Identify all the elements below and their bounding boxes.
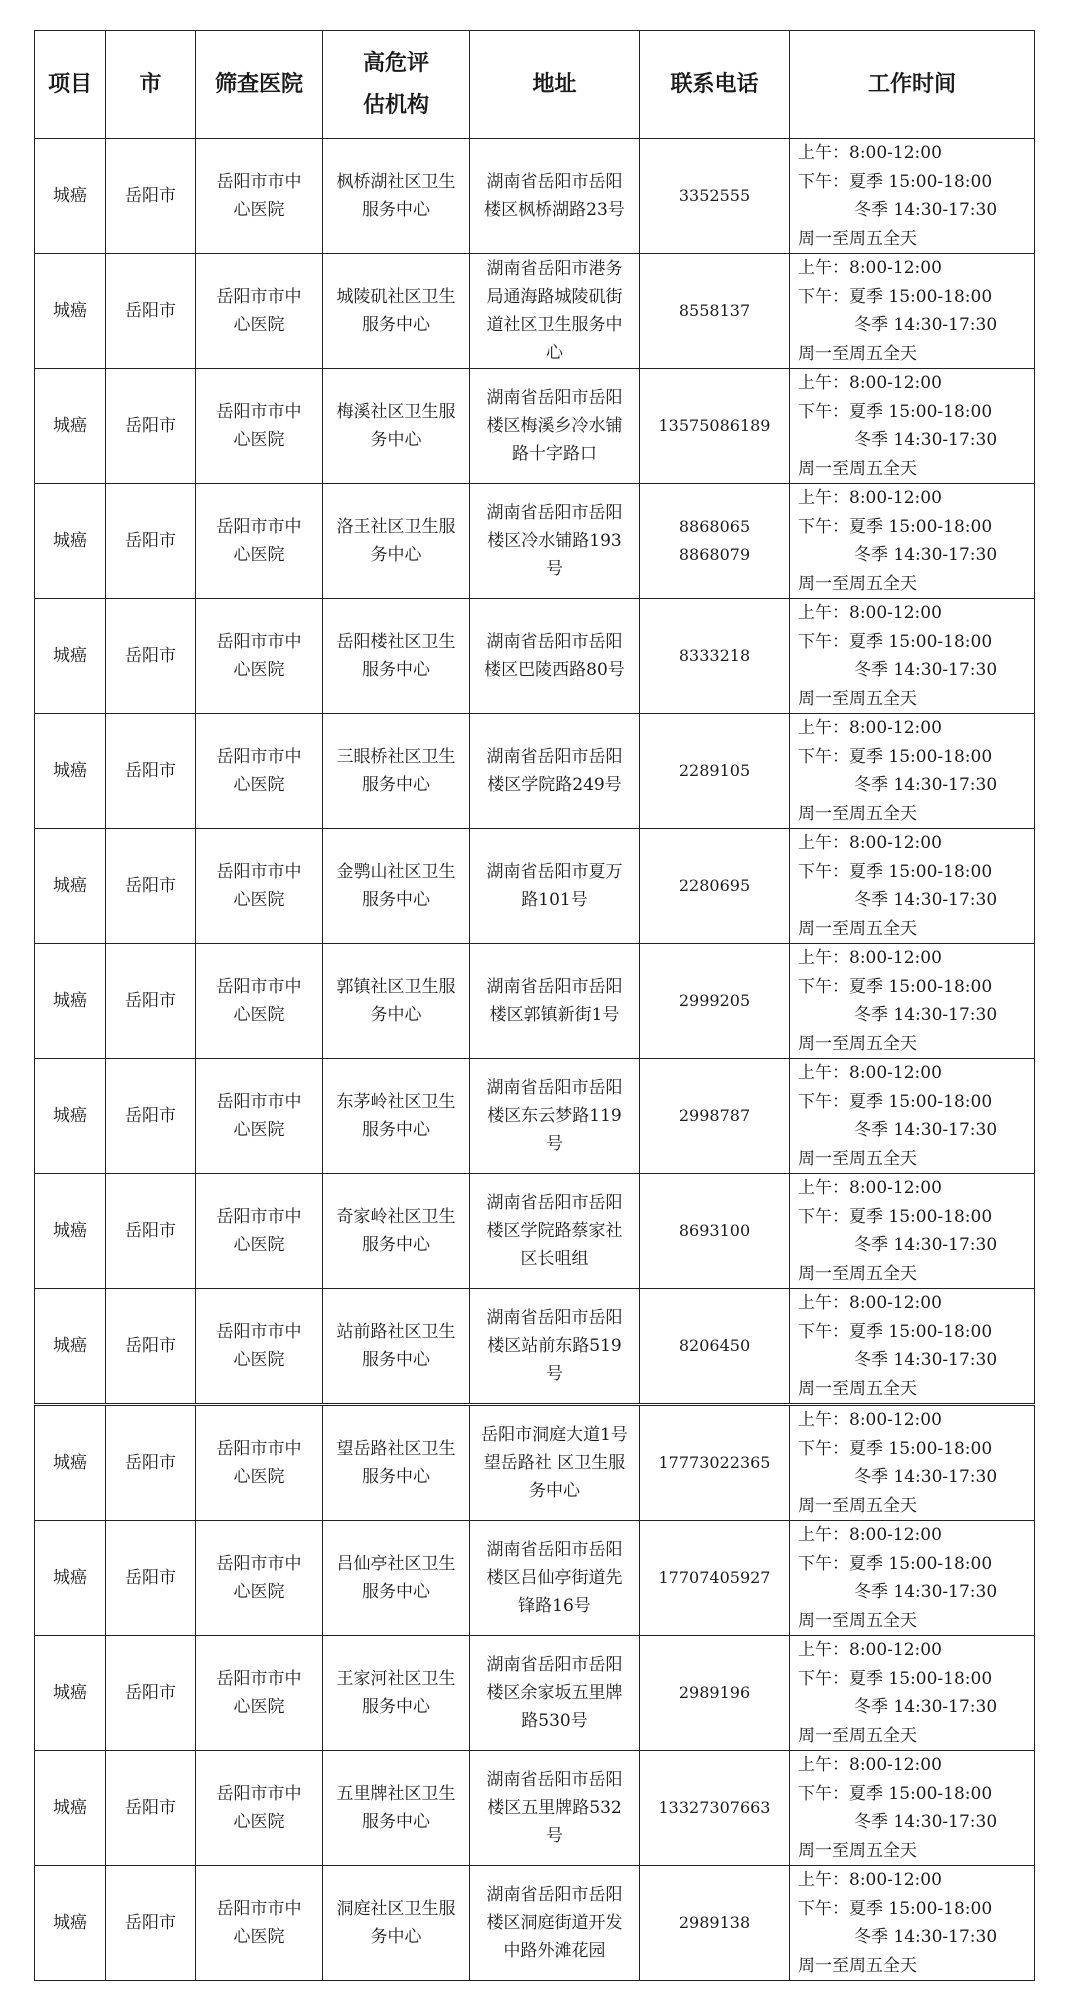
project-text: 城癌 [53,761,87,781]
hours-cell [790,944,1035,1059]
phone-cell [640,1289,790,1405]
hospital-cell [196,484,323,599]
hospital-cell [196,829,323,944]
hospital-cell [196,369,323,484]
project-cell [35,1405,106,1521]
hours-afternoon-winter: 冬季 14:30-17:30 [854,1120,998,1140]
address-cell [470,484,640,599]
project-cell [35,254,106,369]
address-cell [470,1866,640,1981]
address-text: 湖南省岳阳市岳阳楼区梅溪乡冷水铺路十字路口 [486,388,623,464]
hours-afternoon-summer: 下午：夏季 15:00-18:00 [798,1668,993,1689]
project-cell [35,1866,106,1981]
phone-text: 2289105 [678,761,751,780]
city-text: 岳阳市 [125,646,176,666]
hours-cell [790,139,1035,254]
city-cell [106,139,196,254]
project-text: 城癌 [53,531,87,551]
project-cell [35,1521,106,1636]
phone-text: 8206450 [678,1336,751,1355]
city-cell [106,599,196,714]
address-cell [470,829,640,944]
hospital-text: 岳阳市市中心医院 [216,517,302,565]
phone-cell [640,1405,790,1521]
hospital-text: 岳阳市市中心医院 [216,1899,302,1947]
hours-days: 周一至周五全天 [798,343,917,364]
institution-text: 城陵矶社区卫生服务中心 [336,287,456,335]
hours-afternoon-summer: 下午：夏季 15:00-18:00 [798,1898,993,1919]
hours-days: 周一至周五全天 [798,1840,917,1861]
city-cell [106,369,196,484]
hospital-cell [196,714,323,829]
city-text: 岳阳市 [125,1798,176,1818]
project-cell [35,1059,106,1174]
hospital-text: 岳阳市市中心医院 [216,1669,302,1717]
hours-afternoon-summer: 下午：夏季 15:00-18:00 [798,1206,993,1227]
institution-cell [323,139,470,254]
project-text: 城癌 [53,1221,87,1241]
institution-text: 吕仙亭社区卫生服务中心 [336,1554,456,1602]
header-institution: 高危评估机构 [323,31,470,139]
phone-cell [640,714,790,829]
header-phone: 联系电话 [640,31,790,139]
address-text: 湖南省岳阳市岳阳楼区学院路蔡家社区长咀组 [486,1193,623,1269]
hours-afternoon-winter: 冬季 14:30-17:30 [854,1697,998,1717]
phone-text: 13327307663 [658,1798,771,1817]
address-text: 湖南省岳阳市岳阳楼区余家坂五里牌路530号 [486,1655,623,1731]
institution-text: 五里牌社区卫生服务中心 [336,1784,456,1832]
table-row [35,369,1035,484]
address-text: 湖南省岳阳市岳阳楼区枫桥湖路23号 [484,172,625,220]
city-cell [106,1521,196,1636]
institution-cell [323,254,470,369]
phone-text: 2999205 [678,991,751,1010]
hours-days: 周一至周五全天 [798,1495,917,1516]
screening-institution-table [34,30,1035,1981]
hours-afternoon-summer: 下午：夏季 15:00-18:00 [798,861,993,882]
institution-text: 三眼桥社区卫生服务中心 [336,747,456,795]
project-text: 城癌 [53,1568,87,1588]
hours-afternoon-winter: 冬季 14:30-17:30 [854,200,998,220]
hours-afternoon-summer: 下午：夏季 15:00-18:00 [798,401,993,422]
institution-cell [323,1866,470,1981]
project-cell [35,1751,106,1866]
hours-cell [790,1289,1035,1405]
city-cell [106,1405,196,1521]
hours-afternoon-winter: 冬季 14:30-17:30 [854,1927,998,1947]
phone-cell [640,484,790,599]
hours-afternoon-winter: 冬季 14:30-17:30 [854,890,998,910]
phone-text: 8693100 [678,1221,751,1240]
institution-cell [323,1059,470,1174]
table-row [35,1174,1035,1289]
phone-text: 2280695 [678,876,751,895]
hours-cell [790,1751,1035,1866]
hours-afternoon-summer: 下午：夏季 15:00-18:00 [798,1321,993,1342]
address-text: 湖南省岳阳市岳阳楼区洞庭街道开发中路外滩花园 [486,1885,623,1961]
address-cell [470,944,640,1059]
project-text: 城癌 [53,1798,87,1818]
hospital-text: 岳阳市市中心医院 [216,747,302,795]
hospital-cell [196,599,323,714]
hours-cell [790,714,1035,829]
hours-cell [790,369,1035,484]
hours-cell [790,1636,1035,1751]
address-text: 湖南省岳阳市岳阳楼区东云梦路119号 [486,1078,623,1154]
hours-morning: 上午：8:00-12:00 [798,1178,942,1198]
screening-table-container [34,30,1035,1981]
hours-days: 周一至周五全天 [798,1955,917,1976]
hours-morning: 上午：8:00-12:00 [798,143,942,163]
table-row [35,1059,1035,1174]
hospital-cell [196,1521,323,1636]
project-text: 城癌 [53,991,87,1011]
institution-text: 洛王社区卫生服务中心 [336,517,456,565]
hospital-cell [196,1289,323,1405]
phone-cell [640,1751,790,1866]
phone-cell [640,599,790,714]
phone-cell [640,139,790,254]
project-text: 城癌 [53,1683,87,1703]
city-text: 岳阳市 [125,876,176,896]
address-cell [470,254,640,369]
hours-days: 周一至周五全天 [798,228,917,249]
institution-text: 枫桥湖社区卫生服务中心 [336,172,456,220]
address-text: 湖南省岳阳市岳阳楼区冷水铺路193号 [486,503,623,579]
project-text: 城癌 [53,876,87,896]
address-text: 湖南省岳阳市岳阳楼区巴陵西路80号 [484,632,625,680]
city-cell [106,254,196,369]
header-address: 地址 [470,31,640,139]
hours-afternoon-winter: 冬季 14:30-17:30 [854,1812,998,1832]
hours-cell [790,1521,1035,1636]
phone-cell [640,829,790,944]
hours-afternoon-winter: 冬季 14:30-17:30 [854,1582,998,1602]
address-text: 湖南省岳阳市岳阳楼区郭镇新街1号 [486,977,623,1025]
hospital-cell [196,1866,323,1981]
hours-days: 周一至周五全天 [798,688,917,709]
institution-text: 站前路社区卫生服务中心 [336,1322,456,1370]
hours-cell [790,599,1035,714]
hours-morning: 上午：8:00-12:00 [798,258,942,278]
hours-morning: 上午：8:00-12:00 [798,1063,942,1083]
hours-afternoon-winter: 冬季 14:30-17:30 [854,660,998,680]
project-cell [35,139,106,254]
hospital-text: 岳阳市市中心医院 [216,632,302,680]
address-cell [470,139,640,254]
institution-text: 望岳路社区卫生服务中心 [336,1439,456,1487]
city-text: 岳阳市 [125,186,176,206]
project-text: 城癌 [53,1913,87,1933]
header-project: 项目 [35,31,106,139]
city-text: 岳阳市 [125,1453,176,1473]
phone-cell [640,1521,790,1636]
city-cell [106,714,196,829]
phone-cell [640,1059,790,1174]
hours-cell [790,1174,1035,1289]
hospital-cell [196,1751,323,1866]
hours-afternoon-summer: 下午：夏季 15:00-18:00 [798,286,993,307]
city-cell [106,1751,196,1866]
address-cell [470,1636,640,1751]
address-text: 湖南省岳阳市岳阳楼区站前东路519号 [486,1308,623,1384]
address-cell [470,714,640,829]
city-cell [106,1174,196,1289]
project-text: 城癌 [53,416,87,436]
hours-afternoon-winter: 冬季 14:30-17:30 [854,315,998,335]
hospital-cell [196,254,323,369]
hospital-cell [196,1174,323,1289]
project-text: 城癌 [53,1453,87,1473]
hours-afternoon-summer: 下午：夏季 15:00-18:00 [798,631,993,652]
hospital-cell [196,139,323,254]
hours-cell [790,1059,1035,1174]
address-cell [470,1751,640,1866]
table-row [35,1521,1035,1636]
city-text: 岳阳市 [125,301,176,321]
hospital-text: 岳阳市市中心医院 [216,977,302,1025]
hours-afternoon-summer: 下午：夏季 15:00-18:00 [798,1091,993,1112]
hours-days: 周一至周五全天 [798,1148,917,1169]
hours-morning: 上午：8:00-12:00 [798,1525,942,1545]
institution-text: 岳阳楼社区卫生服务中心 [336,632,456,680]
table-row [35,1751,1035,1866]
table-row [35,944,1035,1059]
address-cell [470,599,640,714]
city-cell [106,1059,196,1174]
phone-text: 17773022365 [658,1453,771,1472]
hours-days: 周一至周五全天 [798,1378,917,1399]
institution-text: 郭镇社区卫生服务中心 [336,977,456,1025]
hours-afternoon-winter: 冬季 14:30-17:30 [854,775,998,795]
hours-morning: 上午：8:00-12:00 [798,1870,942,1890]
phone-text: 13575086189 [658,416,771,435]
hours-afternoon-winter: 冬季 14:30-17:30 [854,545,998,565]
hours-afternoon-winter: 冬季 14:30-17:30 [854,430,998,450]
hours-afternoon-summer: 下午：夏季 15:00-18:00 [798,1783,993,1804]
project-cell [35,714,106,829]
phone-text: 2998787 [678,1106,751,1125]
hours-morning: 上午：8:00-12:00 [798,1410,942,1430]
hours-afternoon-summer: 下午：夏季 15:00-18:00 [798,976,993,997]
phone-text: 8868065 8868079 [678,517,751,564]
hours-afternoon-winter: 冬季 14:30-17:30 [854,1350,998,1370]
institution-text: 金鹗山社区卫生服务中心 [336,862,456,910]
project-cell [35,599,106,714]
address-text: 湖南省岳阳市岳阳楼区吕仙亭街道先锋路16号 [486,1540,623,1616]
header-hours: 工作时间 [790,31,1035,139]
project-cell [35,484,106,599]
city-cell [106,1636,196,1751]
institution-cell [323,1521,470,1636]
institution-cell [323,1289,470,1405]
hospital-text: 岳阳市市中心医院 [216,1784,302,1832]
institution-cell [323,1751,470,1866]
city-cell [106,1866,196,1981]
hospital-text: 岳阳市市中心医院 [216,287,302,335]
institution-text: 洞庭社区卫生服务中心 [336,1899,456,1947]
institution-cell [323,944,470,1059]
institution-text: 奇家岭社区卫生服务中心 [336,1207,456,1255]
city-cell [106,484,196,599]
hours-cell [790,254,1035,369]
hours-morning: 上午：8:00-12:00 [798,603,942,623]
city-text: 岳阳市 [125,1568,176,1588]
hospital-text: 岳阳市市中心医院 [216,1554,302,1602]
phone-text: 2989196 [678,1683,751,1702]
city-text: 岳阳市 [125,1106,176,1126]
project-cell [35,944,106,1059]
institution-cell [323,1174,470,1289]
institution-cell [323,1636,470,1751]
table-header-row [35,31,1035,139]
hours-days: 周一至周五全天 [798,1725,917,1746]
institution-cell [323,484,470,599]
address-cell [470,1405,640,1521]
address-text: 湖南省岳阳市夏万路101号 [486,862,623,910]
phone-text: 8333218 [678,646,751,665]
city-text: 岳阳市 [125,531,176,551]
hours-afternoon-winter: 冬季 14:30-17:30 [854,1467,998,1487]
hospital-cell [196,1405,323,1521]
hospital-cell [196,944,323,1059]
table-row [35,599,1035,714]
city-cell [106,1289,196,1405]
hospital-text: 岳阳市市中心医院 [216,1092,302,1140]
project-cell [35,829,106,944]
hours-morning: 上午：8:00-12:00 [798,1755,942,1775]
address-cell [470,1059,640,1174]
table-row [35,1636,1035,1751]
institution-text: 王家河社区卫生服务中心 [336,1669,456,1717]
hospital-text: 岳阳市市中心医院 [216,1439,302,1487]
institution-cell [323,829,470,944]
institution-text: 梅溪社区卫生服务中心 [336,402,456,450]
phone-cell [640,254,790,369]
address-cell [470,1521,640,1636]
hours-morning: 上午：8:00-12:00 [798,373,942,393]
hours-morning: 上午：8:00-12:00 [798,718,942,738]
institution-cell [323,714,470,829]
hours-afternoon-summer: 下午：夏季 15:00-18:00 [798,746,993,767]
city-text: 岳阳市 [125,416,176,436]
city-text: 岳阳市 [125,991,176,1011]
hospital-text: 岳阳市市中心医院 [216,862,302,910]
project-text: 城癌 [53,646,87,666]
hours-morning: 上午：8:00-12:00 [798,1293,942,1313]
address-cell [470,1289,640,1405]
hours-afternoon-summer: 下午：夏季 15:00-18:00 [798,1438,993,1459]
address-cell [470,1174,640,1289]
phone-text: 8558137 [678,301,751,320]
table-body [35,139,1035,1981]
hours-days: 周一至周五全天 [798,573,917,594]
table-row [35,714,1035,829]
table-row [35,139,1035,254]
hours-days: 周一至周五全天 [798,918,917,939]
table-row [35,1405,1035,1521]
hours-days: 周一至周五全天 [798,458,917,479]
hours-cell [790,1405,1035,1521]
hours-afternoon-summer: 下午：夏季 15:00-18:00 [798,1553,993,1574]
phone-text: 3352555 [678,186,751,205]
city-text: 岳阳市 [125,1913,176,1933]
header-hospital: 筛查医院 [196,31,323,139]
city-text: 岳阳市 [125,761,176,781]
city-text: 岳阳市 [125,1221,176,1241]
table-row [35,1289,1035,1405]
address-text: 湖南省岳阳市港务局通海路城陵矶街道社区卫生服务中心 [486,259,623,363]
hospital-text: 岳阳市市中心医院 [216,172,302,220]
address-text: 岳阳市洞庭大道1号望岳路社 区卫生服务中心 [481,1425,628,1501]
project-cell [35,1174,106,1289]
project-text: 城癌 [53,1336,87,1356]
hospital-cell [196,1059,323,1174]
project-text: 城癌 [53,1106,87,1126]
phone-text: 17707405927 [658,1568,771,1587]
city-cell [106,944,196,1059]
hours-morning: 上午：8:00-12:00 [798,948,942,968]
table-row [35,254,1035,369]
phone-cell [640,1174,790,1289]
hours-afternoon-summer: 下午：夏季 15:00-18:00 [798,516,993,537]
hours-days: 周一至周五全天 [798,1263,917,1284]
hours-morning: 上午：8:00-12:00 [798,1640,942,1660]
institution-text: 东茅岭社区卫生服务中心 [336,1092,456,1140]
table-row [35,484,1035,599]
phone-cell [640,944,790,1059]
hours-morning: 上午：8:00-12:00 [798,833,942,853]
hospital-text: 岳阳市市中心医院 [216,1207,302,1255]
city-text: 岳阳市 [125,1336,176,1356]
project-text: 城癌 [53,186,87,206]
hospital-cell [196,1636,323,1751]
address-text: 湖南省岳阳市岳阳楼区五里牌路532号 [486,1770,623,1846]
institution-cell [323,1405,470,1521]
phone-cell [640,1866,790,1981]
project-cell [35,369,106,484]
project-cell [35,1636,106,1751]
project-text: 城癌 [53,301,87,321]
hours-afternoon-summer: 下午：夏季 15:00-18:00 [798,171,993,192]
hospital-text: 岳阳市市中心医院 [216,402,302,450]
table-row [35,829,1035,944]
institution-cell [323,369,470,484]
city-cell [106,829,196,944]
hours-morning: 上午：8:00-12:00 [798,488,942,508]
hours-days: 周一至周五全天 [798,803,917,824]
hours-cell [790,484,1035,599]
hours-cell [790,1866,1035,1981]
hospital-text: 岳阳市市中心医院 [216,1322,302,1370]
address-cell [470,369,640,484]
project-cell [35,1289,106,1405]
hours-days: 周一至周五全天 [798,1610,917,1631]
header-city: 市 [106,31,196,139]
phone-cell [640,369,790,484]
hours-afternoon-winter: 冬季 14:30-17:30 [854,1235,998,1255]
city-text: 岳阳市 [125,1683,176,1703]
table-row [35,1866,1035,1981]
hours-days: 周一至周五全天 [798,1033,917,1054]
hours-cell [790,829,1035,944]
institution-cell [323,599,470,714]
phone-text: 2989138 [678,1913,751,1932]
address-text: 湖南省岳阳市岳阳楼区学院路249号 [486,747,623,795]
hours-afternoon-winter: 冬季 14:30-17:30 [854,1005,998,1025]
phone-cell [640,1636,790,1751]
